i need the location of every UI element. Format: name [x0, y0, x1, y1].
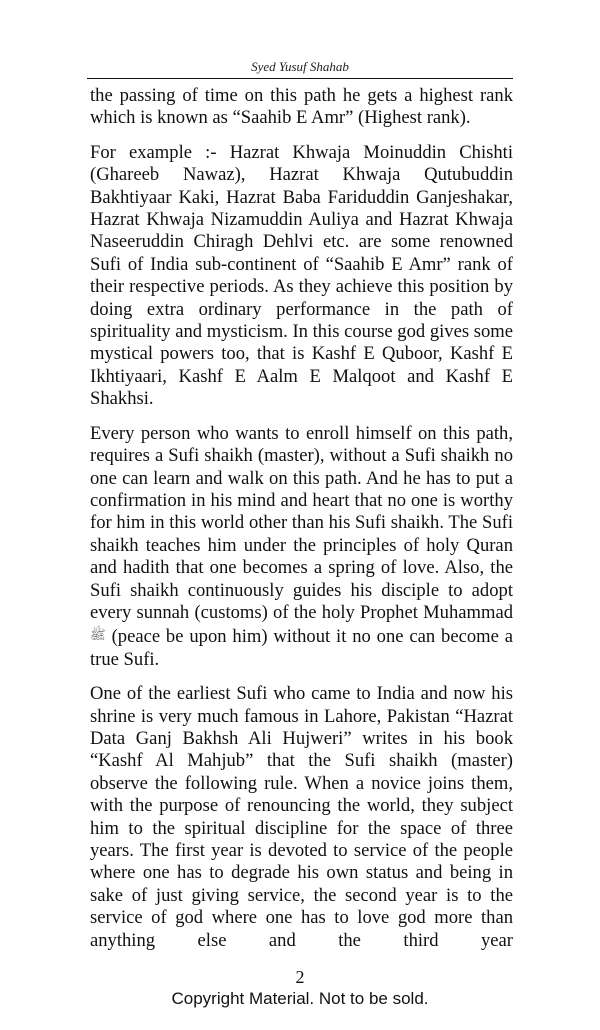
paragraph: For example :- Hazrat Khwaja Moinuddin Chishti (Ghareeb Nawaz), Hazrat Khwaja Qutubuddin Bakhtiyaar Kaki, Hazrat Baba Fariduddin Ganjeshakar, Hazrat Khwaja Nizamuddin Auliya and Hazrat Khwaja Naseeruddin Chiragh Dehlvi etc. are some renowned Sufi of India sub-continent of “Saahib E Amr” rank of their respective periods. As they achieve this position by doing extra ordinary performance in the path of spirituality and mysticism. In this course god gives some mystical powers too, that is Kashf E Quboor, Kashf E Ikhtiyaari, Kashf E Aalm E Malqoot and Kashf E Shakhsi.	[90, 141, 513, 410]
paragraph	[90, 423, 513, 671]
page-number: 2	[295, 967, 305, 988]
running-head: Syed Yusuf Shahab	[251, 59, 349, 74]
paragraph: One of the earliest Sufi who came to India and now his shrine is very much famous in Lahore, Pakistan “Hazrat Data Ganj Bakhsh Ali Hujweri” writes in his book “Kashf Al Mahjub” that the Sufi shaikh (master) observe the following rule. When a novice joins them, with the purpose of renouncing the world, they subject him to the spiritual discipline for the space of three years. The first year is devoted to service of the people where one has to degrade his own status and being in sake of just giving service, the second year is to the service of god where one has to love god more than anything else and the third year	[90, 683, 513, 951]
header-rule	[87, 78, 513, 79]
body-text	[90, 85, 513, 952]
pbuh-honorific-icon: ﷺ	[90, 627, 106, 643]
paragraph-text: Every person who wants to enroll himself on this path, requires a Sufi shaikh (master), without a Sufi shaikh no one can learn and walk on this path. And he has to put a confirmation in his mind and heart that no one is worthy for him in this world other than his Sufi shaikh. The Sufi shaikh teaches him under the principles of holy Quran and hadith that one becomes a spring of love. Also, the Sufi shaikh continuously guides his disciple to adopt every sunnah (customs) of the holy Prophet Muhammad	[90, 422, 513, 623]
paragraph: the passing of time on this path he gets a highest rank which is known as “Saahib E Amr” (Highest rank).	[90, 85, 513, 129]
paragraph-text: (peace be upon him) without it no one can become a true Sufi.	[90, 626, 513, 670]
copyright-notice: Copyright Material. Not to be sold.	[171, 989, 429, 1009]
